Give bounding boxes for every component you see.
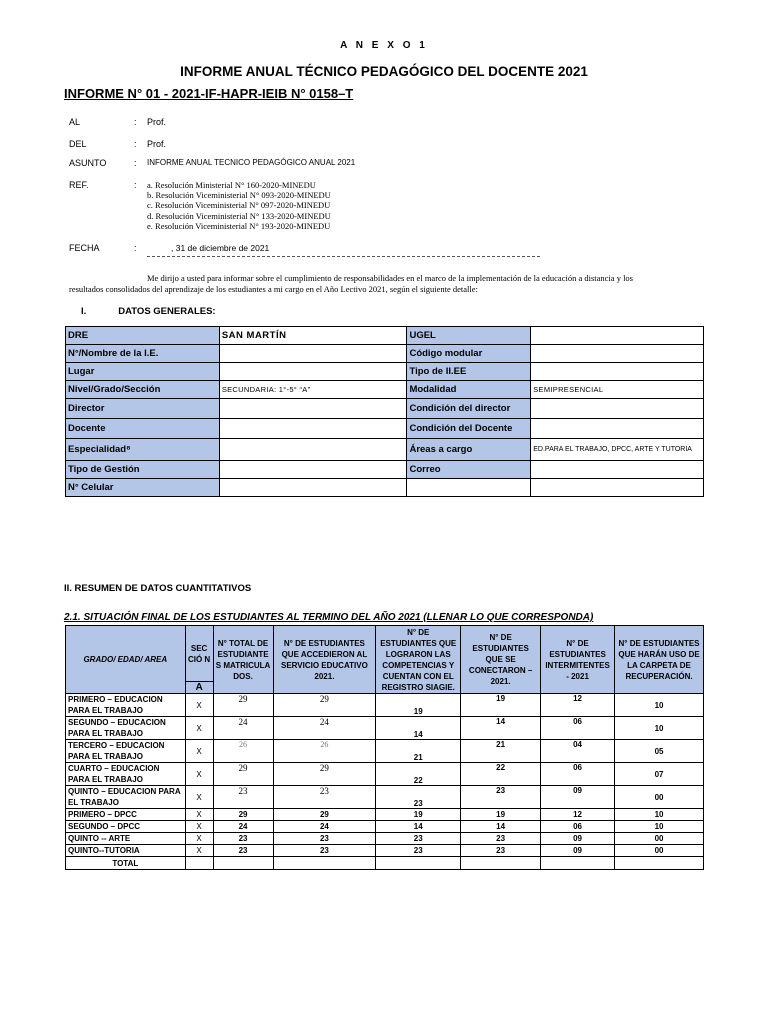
al-value: Prof. [147,117,167,127]
row-carpeta: 00 [615,845,704,857]
tipo-ie-label: Tipo de II.EE [407,363,531,381]
row-grado: QUINTO--TUTORIA [66,845,186,857]
row-conectaron: 23 [461,786,541,809]
intro-paragraph: Me dirijo a usted para informar sobre el cumplimiento de responsabilidades en el marco de la implementación de la educación a distancia y los resultados consolidados del aprendizaje de los estudiantes a mi cargo en el Año Lectivo 2021, según el siguiente detalle: [69,273,633,294]
gestion-value [219,461,407,479]
lugar-label: Lugar [66,363,220,381]
row-accedieron: 24 [273,821,376,833]
row-carpeta: 10 [615,821,704,833]
asunto-value: INFORME ANUAL TECNICO PEDAGÓGICO ANUAL 2021 [147,158,356,167]
divider [147,256,540,257]
areas-label: Áreas a cargo [407,439,531,461]
total-cell [615,857,704,870]
row-accedieron: 23 [273,845,376,857]
col-carpeta-header: N° DE ESTUDIANTES QUE HARÁN USO DE LA CARPETA DE RECUPERACIÓN. [615,626,704,694]
table-row [66,694,704,717]
total-cell [376,857,461,870]
row-grado: PRIMERO – DPCC [66,809,186,821]
col-total-header: N° TOTAL DE ESTUDIANTE S MATRICULA DOS. [213,626,273,694]
ie-label: N°/Nombre de la I.E. [66,345,220,363]
total-cell [461,857,541,870]
row-intermitentes: 09 [541,833,615,845]
dre-label: DRE [66,327,220,345]
row-grado: PRIMERO – EDUCACION PARA EL TRABAJO [66,694,186,717]
row-carpeta: 07 [615,763,704,786]
correo-value [531,461,704,479]
celular-value [219,479,407,497]
cond-director-label: Condición del director [407,399,531,419]
nivel-label: Nivel/Grado/Sección [66,381,220,399]
col-accedieron-header: N° DE ESTUDIANTES QUE ACCEDIERON AL SERVICIO EDUCATIVO 2021. [273,626,376,694]
ugel-value [531,327,704,345]
table-row [66,786,704,809]
row-conectaron: 22 [461,763,541,786]
especialidad-value [219,439,407,461]
row-seccion: X [185,717,213,740]
cond-director-value [531,399,704,419]
total-cell [541,857,615,870]
row-total: 24 [213,717,273,740]
col-seccion-sub: A [185,682,213,694]
al-label: AL [69,117,81,127]
ref-item: b. Resolución Viceministerial N° 093-2020-MINEDU [147,190,331,201]
codigo-value [531,345,704,363]
row-total: 26 [213,740,273,763]
row-carpeta: 05 [615,740,704,763]
row-carpeta: 10 [615,809,704,821]
row-lograron: 14 [376,717,461,740]
col-conectaron-header: N° DE ESTUDIANTES QUE SE CONECTARON – 2021. [461,626,541,694]
docente-value [219,419,407,439]
total-label: TOTAL [66,857,186,870]
row-lograron: 23 [376,845,461,857]
annex-label: A N E X O 1 [340,40,428,51]
row-accedieron: 29 [273,763,376,786]
al-colon: : [134,117,137,127]
ref-item: c. Resolución Viceministerial N° 097-2020-MINEDU [147,200,331,211]
row-accedieron: 23 [273,833,376,845]
total-row [66,857,704,870]
nivel-value: SECUNDARIA: 1°-5° “A” [219,381,407,399]
row-intermitentes: 06 [541,763,615,786]
row-intermitentes: 06 [541,717,615,740]
dre-value: SAN MARTÍN [219,327,407,345]
cond-docente-label: Condición del Docente [407,419,531,439]
total-cell [213,857,273,870]
row-intermitentes: 09 [541,845,615,857]
modalidad-label: Modalidad [407,381,531,399]
row-intermitentes: 12 [541,694,615,717]
document-title: INFORME ANUAL TÉCNICO PEDAGÓGICO DEL DOCENTE 2021 [180,64,588,79]
row-total: 23 [213,833,273,845]
row-accedieron: 23 [273,786,376,809]
del-value: Prof. [147,139,167,149]
row-accedieron: 24 [273,717,376,740]
ref-item: e. Resolución Viceministerial N° 193-2020-MINEDU [147,220,331,231]
tipo-ie-value [531,363,704,381]
row-carpeta: 10 [615,694,704,717]
table-row [66,717,704,740]
areas-value: ED.PARA EL TRABAJO, DPCC, ARTE Y TUTORIA [531,439,704,461]
row-grado: SEGUNDO – EDUCACION PARA EL TRABAJO [66,717,186,740]
col-intermitentes-header: N° DE ESTUDIANTES INTERMITENTES - 2021 [541,626,615,694]
asunto-colon: : [134,158,137,168]
row-total: 23 [213,786,273,809]
row-seccion: X [185,694,213,717]
total-cell [273,857,376,870]
row-total: 29 [213,763,273,786]
row-conectaron: 14 [461,717,541,740]
ref-colon: : [134,180,137,190]
table-row [66,740,704,763]
row-intermitentes: 09 [541,786,615,809]
section-1-heading [81,306,216,317]
row-grado: SEGUNDO – DPCC [66,821,186,833]
modalidad-value: SEMIPRESENCIAL [531,381,704,399]
row-seccion: X [185,763,213,786]
row-lograron: 23 [376,786,461,809]
cond-docente-value [531,419,704,439]
row-seccion: X [185,740,213,763]
fecha-value: , 31 de diciembre de 2021 [171,243,270,253]
row-lograron: 21 [376,740,461,763]
total-cell [185,857,213,870]
general-data-table [65,326,704,497]
table-row [66,763,704,786]
row-accedieron: 26 [273,740,376,763]
row-accedieron: 29 [273,809,376,821]
section-1-title: DATOS GENERALES: [118,306,216,317]
row-conectaron: 23 [461,845,541,857]
row-seccion: X [185,833,213,845]
row-conectaron: 23 [461,833,541,845]
ref-list [147,180,331,231]
row-total: 24 [213,821,273,833]
row-seccion: X [185,845,213,857]
lugar-value [219,363,407,381]
row-total: 23 [213,845,273,857]
row-grado: QUINTO – EDUCACION PARA EL TRABAJO [66,786,186,809]
row-carpeta: 00 [615,786,704,809]
row-lograron: 19 [376,694,461,717]
table-row [66,821,704,833]
table-row [66,845,704,857]
row-intermitentes: 12 [541,809,615,821]
section-2-heading: II. RESUMEN DE DATOS CUANTITATIVOS [64,583,252,594]
gestion-label: Tipo de Gestión [66,461,220,479]
col-lograron-header: N° DE ESTUDIANTES QUE LOGRARON LAS COMPETENCIAS Y CUENTAN CON EL REGISTRO SIAGIE. [376,626,461,694]
row-total: 29 [213,809,273,821]
row-conectaron: 14 [461,821,541,833]
row-carpeta: 00 [615,833,704,845]
row-intermitentes: 04 [541,740,615,763]
row-grado: TERCERO – EDUCACION PARA EL TRABAJO [66,740,186,763]
celular-label: N° Celular [66,479,220,497]
students-summary-table [65,625,704,870]
row-intermitentes: 06 [541,821,615,833]
asunto-label: ASUNTO [69,158,107,168]
especialidad-label: Especialidad⁸ [66,439,220,461]
ref-item: a. Resolución Ministerial N° 160-2020-MINEDU [147,180,316,190]
row-conectaron: 19 [461,694,541,717]
row-seccion: X [185,786,213,809]
row-carpeta: 10 [615,717,704,740]
director-value [219,399,407,419]
section-1-number: I. [81,306,87,317]
fecha-label: FECHA [69,243,100,253]
correo-label: Correo [407,461,531,479]
codigo-label: Código modular [407,345,531,363]
section-2-1-heading: 2.1. SITUACIÓN FINAL DE LOS ESTUDIANTES AL TERMINO DEL AÑO 2021 (LLENAR LO QUE CORRESPONDA) [64,612,594,623]
col-grado-header: GRADO/ EDAD/ AREA [66,626,186,694]
row-total: 29 [213,694,273,717]
empty-cell [407,479,531,497]
ref-label: REF. [69,180,89,190]
table-row [66,833,704,845]
row-grado: QUINTO -- ARTE [66,833,186,845]
director-label: Director [66,399,220,419]
table-row [66,809,704,821]
empty-cell [531,479,704,497]
row-conectaron: 19 [461,809,541,821]
row-lograron: 23 [376,833,461,845]
ugel-label: UGEL [407,327,531,345]
row-seccion: X [185,821,213,833]
row-lograron: 14 [376,821,461,833]
del-label: DEL [69,139,87,149]
row-accedieron: 29 [273,694,376,717]
ie-value [219,345,407,363]
report-number: INFORME N° 01 - 2021-IF-HAPR-IEIB N° 0158–T [64,86,354,101]
docente-label: Docente [66,419,220,439]
col-seccion-header: SEC CIÓ N [185,626,213,682]
row-lograron: 22 [376,763,461,786]
row-seccion: X [185,809,213,821]
row-conectaron: 21 [461,740,541,763]
fecha-colon: : [134,243,137,253]
row-grado: CUARTO – EDUCACION PARA EL TRABAJO [66,763,186,786]
row-lograron: 19 [376,809,461,821]
ref-item: d. Resolución Viceministerial N° 133-2020-MINEDU [147,210,331,221]
del-colon: : [134,139,137,149]
